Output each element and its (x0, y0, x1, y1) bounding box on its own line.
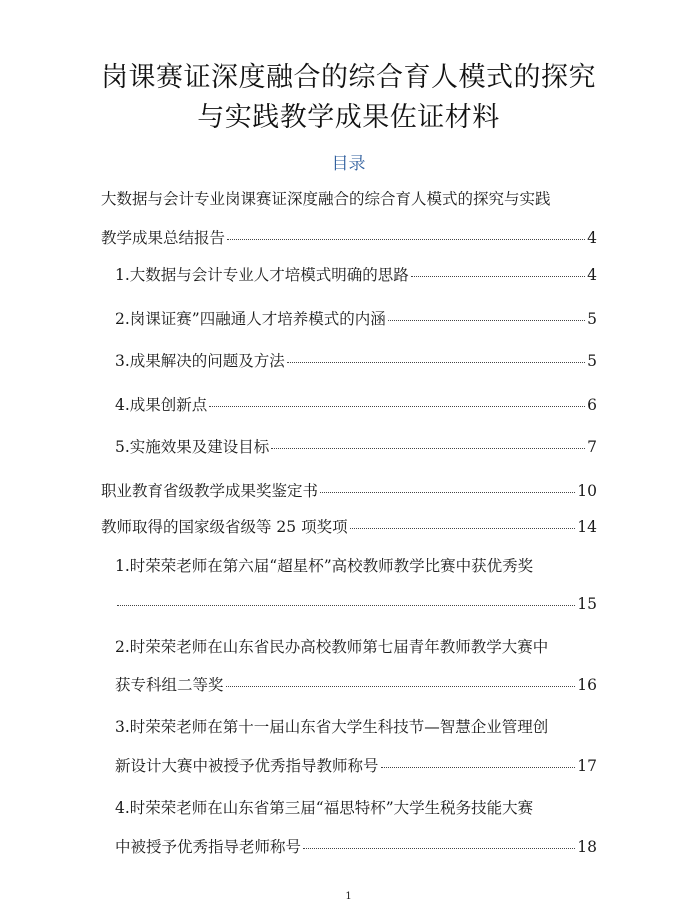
toc-leader-dots (226, 686, 576, 687)
toc-leader-dots (388, 320, 585, 321)
toc-page-number: 17 (577, 757, 597, 775)
toc-entry-line[interactable]: 2.时荣荣老师在山东省民办高校教师第七届青年教师教学大赛中 (115, 638, 549, 656)
toc-entry[interactable] (115, 309, 597, 329)
toc-entry[interactable] (101, 481, 597, 501)
toc-entry[interactable] (115, 756, 597, 776)
toc-leader-dots (411, 276, 585, 277)
toc-leader-dots (209, 406, 585, 407)
toc-page-number: 7 (587, 438, 597, 456)
toc-page-number: 16 (577, 676, 597, 694)
toc-entry-text: 3.成果解决的问题及方法 (115, 352, 285, 370)
toc-leader-dots (287, 362, 585, 363)
toc-entry-line[interactable]: 3.时荣荣老师在第十一届山东省大学生科技节—智慧企业管理创 (115, 718, 549, 736)
toc-leader-dots (227, 239, 585, 240)
toc-entry-text: 教学成果总结报告 (101, 229, 226, 247)
footer-page-number: 1 (345, 891, 352, 902)
toc-entry-text: 1.大数据与会计专业人才培模式明确的思路 (115, 266, 409, 284)
toc-entry[interactable] (115, 594, 597, 614)
toc-page-number: 4 (587, 229, 597, 247)
toc-page-number: 15 (577, 595, 597, 613)
toc-page-number: 4 (587, 266, 597, 284)
toc-page-number: 5 (587, 310, 597, 328)
toc-entry-text: 中被授予优秀指导老师称号 (115, 838, 302, 856)
toc-leader-dots (117, 605, 575, 606)
toc-entry[interactable] (115, 395, 597, 415)
document-title-line-2: 与实践教学成果佐证材料 (197, 102, 500, 133)
toc-entry[interactable] (115, 437, 597, 457)
toc-page-number: 14 (577, 518, 597, 536)
toc-entry[interactable] (101, 228, 597, 248)
toc-entry[interactable] (115, 675, 597, 695)
toc-entry[interactable] (115, 351, 597, 371)
toc-heading: 目录 (331, 154, 366, 174)
toc-entry-text: 4.成果创新点 (115, 396, 208, 414)
toc-page-number: 18 (577, 838, 597, 856)
toc-page-number: 5 (587, 352, 597, 370)
toc-entry[interactable] (115, 265, 597, 285)
toc-entry-text: 5.实施效果及建设目标 (115, 438, 270, 456)
toc-leader-dots (303, 848, 575, 849)
toc-leader-dots (320, 492, 575, 493)
toc-entry-text: 2.岗课证赛”四融通人才培养模式的内涵 (115, 310, 386, 328)
toc-leader-dots (381, 767, 576, 768)
toc-entry-line[interactable]: 1.时荣荣老师在第六届“超星杯”高校教师教学比赛中获优秀奖 (115, 557, 534, 575)
toc-leader-dots (271, 448, 585, 449)
toc-entry-text: 新设计大赛中被授予优秀指导教师称号 (115, 757, 379, 775)
toc-leader-dots (350, 528, 576, 529)
toc-entry-text: 获专科组二等奖 (115, 676, 224, 694)
toc-entry[interactable] (101, 517, 597, 537)
toc-entry[interactable] (115, 837, 597, 857)
toc-page-number: 10 (577, 482, 597, 500)
toc-page-number: 6 (587, 396, 597, 414)
toc-entry-line[interactable]: 大数据与会计专业岗课赛证深度融合的综合育人模式的探究与实践 (101, 190, 551, 208)
toc-entry-line[interactable]: 4.时荣荣老师在山东省第三届“福思特杯”大学生税务技能大赛 (115, 799, 534, 817)
document-title-line-1: 岗课赛证深度融合的综合育人模式的探究 (101, 62, 596, 93)
toc-entry-text: 教师取得的国家级省级等 25 项奖项 (101, 518, 348, 536)
toc-entry-text: 职业教育省级教学成果奖鉴定书 (101, 482, 319, 500)
